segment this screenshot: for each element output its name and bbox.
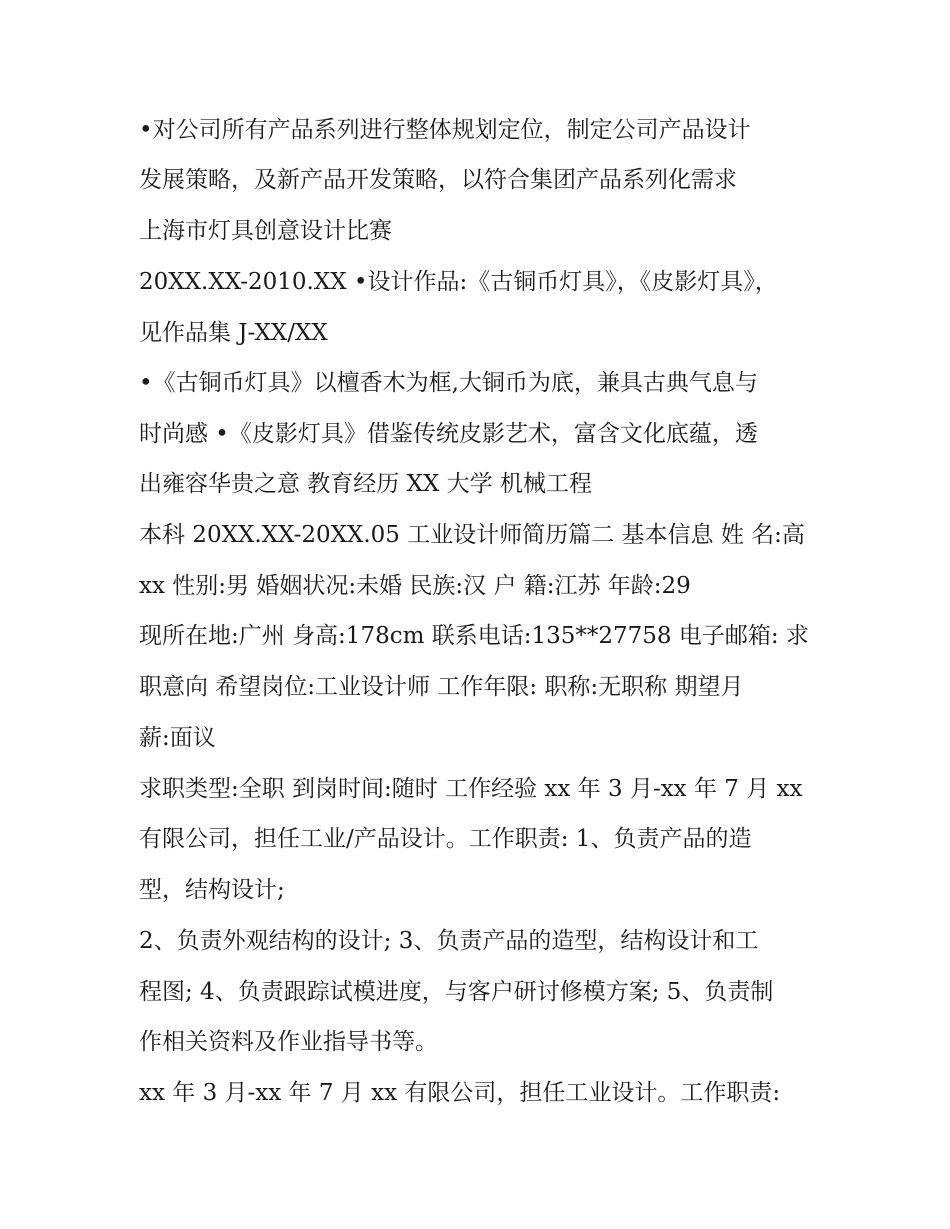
text-line-18: 程图; 4、负责跟踪试模进度，与客户研讨修模方案; 5、负责制 xyxy=(139,979,774,1005)
text-line-12: 职意向 希望岗位:工业设计师 工作年限: 职称:无职称 期望月 xyxy=(139,674,744,700)
text-line-19: 作相关资料及作业指导书等。 xyxy=(139,1029,438,1055)
text-line-14: 求职类型:全职 到岗时间:随时 工作经验 xx 年 3 月-xx 年 7 月 xx xyxy=(139,776,803,802)
text-line-5: 见作品集 J-XX/XX xyxy=(139,320,328,346)
text-line-13: 薪:面议 xyxy=(139,725,216,751)
text-line-9: 本科 20XX.XX-20XX.05 工业设计师简历篇二 基本信息 姓 名:高 xyxy=(139,522,805,548)
text-line-10: xx 性别:男 婚姻状况:未婚 民族:汉 户 籍:江苏 年龄:29 xyxy=(139,573,691,599)
text-line-2: 发展策略，及新产品开发策略，以符合集团产品系列化需求 xyxy=(139,167,737,193)
text-line-11: 现所在地:广州 身高:178cm 联系电话:135**27758 电子邮箱: 求 xyxy=(139,623,809,649)
text-line-4: 20XX.XX-2010.XX •设计作品:《古铜币灯具》，《皮影灯具》， xyxy=(139,269,778,295)
text-line-7: 时尚感 •《皮影灯具》借鉴传统皮影艺术，富含文化底蕴，透 xyxy=(139,421,758,447)
text-line-20: xx 年 3 月-xx 年 7 月 xx 有限公司，担任工业设计。工作职责: xyxy=(139,1080,781,1106)
text-line-1: •对公司所有产品系列进行整体规划定位，制定公司产品设计 xyxy=(139,117,751,143)
text-line-15: 有限公司，担任工业/产品设计。工作职责: 1、负责产品的造 xyxy=(139,826,752,852)
text-line-16: 型，结构设计; xyxy=(139,877,285,903)
text-line-8: 出雍容华贵之意 教育经历 XX 大学 机械工程 xyxy=(139,471,592,497)
text-line-3: 上海市灯具创意设计比赛 xyxy=(139,218,392,244)
text-line-6: •《古铜币灯具》以檀香木为框,大铜币为底，兼具古典气息与 xyxy=(139,370,758,396)
text-line-17: 2、负责外观结构的设计; 3、负责产品的造型，结构设计和工 xyxy=(139,928,759,954)
